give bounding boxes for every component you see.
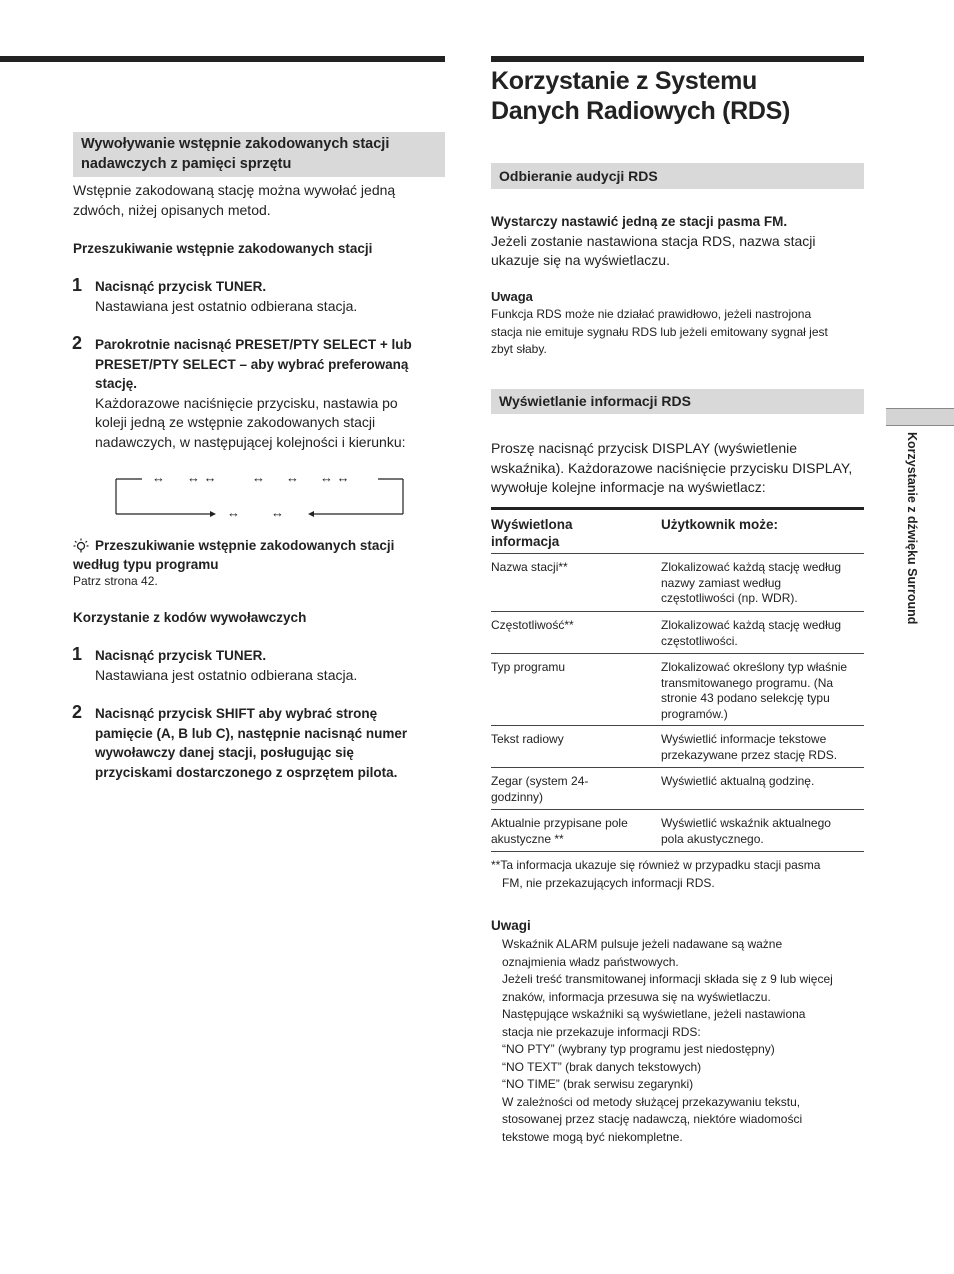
table-cell-text: pola akustycznego. xyxy=(661,831,764,846)
step-number: 2 xyxy=(72,702,83,722)
table-cell-text: Częstotliwość** xyxy=(491,618,574,632)
intro-text xyxy=(73,181,445,220)
tip-text: Patrz strona 42. xyxy=(73,574,158,588)
table-cell-text: częstotliwości. xyxy=(661,633,738,648)
table-cell xyxy=(661,774,864,790)
note-title: Uwaga xyxy=(491,289,533,304)
table-cell xyxy=(491,660,651,676)
step-text-line: Każdorazowe naciśnięcie przycisku, nastawia po xyxy=(95,394,398,411)
diagram-arrow: ↔ xyxy=(271,505,284,520)
step-title-line: przyciskami dostarczonego z osprzętem pilota. xyxy=(95,764,398,780)
note-line: stacja nie emituje sygnału RDS lub jeżeli emitowany sygnał jest xyxy=(491,324,828,339)
table-row xyxy=(491,654,864,725)
table-cell xyxy=(661,816,864,847)
section-heading-preset xyxy=(73,132,445,177)
table-cell-text: przekazywane przez stację RDS. xyxy=(661,747,838,762)
table-cell-text: programów.) xyxy=(661,706,728,721)
table-cell-text: Tekst radiowy xyxy=(491,732,564,746)
notes-line: stosowanej przez stację nadawczą, niektóre wiadomości xyxy=(502,1112,803,1126)
page-title-line: Danych Radiowych (RDS) xyxy=(491,97,791,125)
notes-line: Jeżeli treść transmitowanej informacji składa się z 9 lub więcej xyxy=(502,972,833,986)
step-title-line: wywoławczy danej stacji, posługując się xyxy=(95,745,354,760)
rds-display-line: Proszę nacisnąć przycisk DISPLAY (wyświetlenie xyxy=(491,440,798,456)
table-cell xyxy=(661,732,864,763)
table-cell-text: Nazwa stacji** xyxy=(491,560,568,574)
rds-reception-line: Jeżeli zostanie nastawiona stacja RDS, nazwa stacji xyxy=(491,232,816,249)
table-row xyxy=(491,768,864,809)
step-title-line: pamięcie (A, B lub C), następnie nacisnąć numer xyxy=(95,725,408,741)
rds-reception-line: ukazuje się na wyświetlaczu. xyxy=(491,252,670,268)
step-2-codes xyxy=(95,704,445,782)
top-rule-left xyxy=(0,56,445,62)
table-cell xyxy=(491,732,651,748)
notes-line: znaków, informacja przesuwa się na wyświetlaczu. xyxy=(502,989,771,1004)
table-cell xyxy=(661,560,864,607)
table-cell xyxy=(661,618,864,649)
footnote-line: FM, nie przekazujących informacji RDS. xyxy=(502,875,715,890)
diagram-arrow: ↔ xyxy=(286,470,299,485)
table-header-cell xyxy=(491,516,573,550)
page-title xyxy=(491,66,790,126)
intro-line: zdwóch, niżej opisanych metod. xyxy=(73,201,271,218)
notes-line: tekstowe mogą być niekompletne. xyxy=(502,1129,683,1144)
table-header-text: informacja xyxy=(491,534,560,549)
subheading-preset-search: Przeszukiwanie wstępnie zakodowanych stacji xyxy=(73,241,373,256)
table-cell-text: godzinny) xyxy=(491,789,544,804)
table-header-text: Wyświetlona xyxy=(491,517,573,532)
preset-sequence-diagram xyxy=(114,470,406,518)
table-cell-text: Typ programu xyxy=(491,660,566,674)
section-heading-rds-reception: Odbieranie audycji RDS xyxy=(491,163,864,189)
page-title-line: Korzystanie z Systemu xyxy=(491,67,758,95)
notes-list xyxy=(502,936,864,1146)
note-line: zbyt słaby. xyxy=(491,342,547,356)
table-footnote xyxy=(491,857,864,892)
side-tab-label xyxy=(905,432,925,672)
diagram-arrow: ↔ xyxy=(152,470,165,485)
diagram-arrow: ↔ xyxy=(252,470,265,485)
table-cell-text: Zlokalizować każdą stację według xyxy=(661,618,842,632)
step-1 xyxy=(95,277,445,316)
step-2 xyxy=(95,335,445,452)
table-cell-text: nazwy zamiast według xyxy=(661,575,782,590)
step-title: Nacisnąć przycisk TUNER. xyxy=(95,648,267,663)
subheading-call-codes: Korzystanie z kodów wywoławczych xyxy=(73,610,307,625)
table-header-text: Użytkownik może: xyxy=(661,517,779,532)
table-cell-text: Wyświetlić informacje tekstowe xyxy=(661,732,827,746)
table-cell-text: częstotliwości (np. WDR). xyxy=(661,591,798,605)
step-title-line: PRESET/PTY SELECT – aby wybrać preferowaną xyxy=(95,356,409,372)
step-number: 2 xyxy=(72,333,83,353)
table-cell-text: Zegar (system 24- xyxy=(491,774,589,788)
side-tab-marker xyxy=(886,408,954,426)
rds-info-table xyxy=(491,507,864,852)
table-cell-text: Wyświetlić wskaźnik aktualnego xyxy=(661,816,831,830)
side-tab-text: Korzystanie z dźwięku Surround xyxy=(905,432,919,625)
table-row xyxy=(491,726,864,767)
step-number: 1 xyxy=(72,275,83,295)
notes-line: stacja nie przekazuje informacji RDS: xyxy=(502,1024,701,1039)
rds-display-text xyxy=(491,439,864,498)
table-cell-text: stronie 43 podano selekcję typu xyxy=(661,691,830,705)
rds-display-line: wywołuje kolejne informacje na wyświetlacz: xyxy=(491,479,766,495)
table-cell xyxy=(661,660,864,722)
section-heading-preset-text: Wywoływanie wstępnie zakodowanych stacji nadawczych z pamięci sprzętu xyxy=(81,136,390,172)
table-cell xyxy=(491,618,651,634)
diagram-arrow: ↔ xyxy=(227,505,240,520)
table-cell xyxy=(491,774,651,805)
table-row xyxy=(491,810,864,851)
step-title: Nacisnąć przycisk TUNER. xyxy=(95,279,267,294)
table-bottom-rule xyxy=(491,851,864,852)
top-rule-right xyxy=(491,56,864,62)
step-title-line: stację. xyxy=(95,376,138,391)
notes-line: “NO TIME” (brak serwisu zegarynki) xyxy=(502,1077,694,1091)
table-cell-text: transmitowanego programu. (Na xyxy=(661,675,834,690)
notes-line: “NO TEXT” (brak danych tekstowych) xyxy=(502,1059,702,1074)
notes-line: W zależności od metody służącej przekazywaniu tekstu, xyxy=(502,1094,801,1109)
notes-line: Następujące wskaźniki są wyświetlane, jeżeli nastawiona xyxy=(502,1007,806,1021)
table-header-cell xyxy=(661,516,778,533)
rds-reception-bold: Wystarczy nastawić jedną ze stacji pasma FM. xyxy=(491,214,788,229)
table-cell xyxy=(491,560,651,576)
rds-display-line: wskaźnika). Każdorazowe naciśnięcie przycisku DISPLAY, xyxy=(491,459,853,476)
table-header-row xyxy=(491,510,864,553)
tip-title-line: według typu programu xyxy=(73,556,219,572)
step-1-codes xyxy=(95,646,445,685)
step-title-line: Nacisnąć przycisk SHIFT aby wybrać stronę xyxy=(95,706,378,721)
table-cell-text: akustyczne ** xyxy=(491,831,564,846)
table-cell-text: Wyświetlić aktualną godzinę. xyxy=(661,774,815,788)
notes-line: “NO PTY” (wybrany typ programu jest niedostępny) xyxy=(502,1042,775,1056)
note-line: Funkcja RDS może nie działać prawidłowo, jeżeli nastrojona xyxy=(491,307,812,321)
step-text: Nastawiana jest ostatnio odbierana stacja. xyxy=(95,666,358,683)
table-cell xyxy=(491,816,651,847)
diagram-arrow: ↔ ↔ xyxy=(320,470,350,485)
notes-line: oznajmienia władz państwowych. xyxy=(502,954,679,969)
table-row xyxy=(491,554,864,611)
tip-title-line: Przeszukiwanie wstępnie zakodowanych stacji xyxy=(95,538,395,553)
table-cell-text: Zlokalizować każdą stację według xyxy=(661,560,842,574)
step-text-line: koleji jedną ze wstępnie zakodowanych stacji xyxy=(95,414,376,430)
note-text xyxy=(491,306,864,359)
step-text: Nastawiana jest ostatnio odbierana stacja. xyxy=(95,297,358,314)
step-text-line: nadawczych, w następującej kolejności i kierunku: xyxy=(95,433,406,450)
table-cell-text: Aktualnie przypisane pole xyxy=(491,816,628,830)
footnote-line: **Ta informacja ukazuje się również w przypadku stacji pasma xyxy=(491,858,821,872)
table-cell-text: Zlokalizować określony typ właśnie xyxy=(661,660,848,674)
step-number: 1 xyxy=(72,644,83,664)
diagram-arrow: ↔ ↔ xyxy=(187,470,217,485)
tip-title xyxy=(73,537,445,574)
notes-line: Wskaźnik ALARM pulsuje jeżeli nadawane są ważne xyxy=(502,937,783,951)
intro-line: Wstępnie zakodowaną stację można wywołać jedną xyxy=(73,182,396,198)
section-heading-rds-display: Wyświetlanie informacji RDS xyxy=(491,389,864,414)
table-row xyxy=(491,612,864,653)
rds-reception-text xyxy=(491,212,864,271)
step-title-line: Parokrotnie nacisnąć PRESET/PTY SELECT + lub xyxy=(95,337,412,352)
notes-title: Uwagi xyxy=(491,918,531,933)
